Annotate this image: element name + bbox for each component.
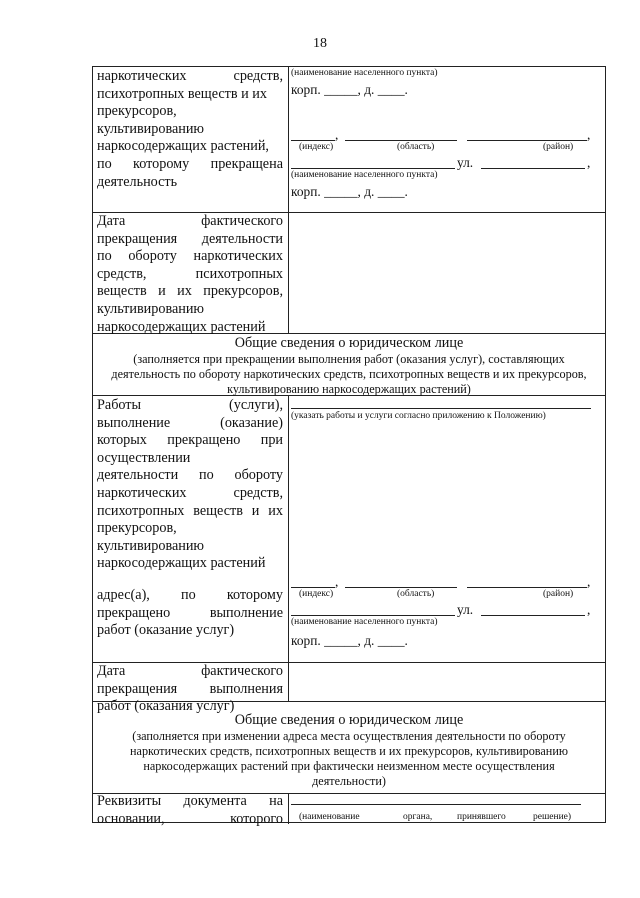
works-ceased-label: Работы (услуги), выполнение (оказание) которых прекращено при осуществлении деятельности по обороту наркотических средств, психотропных веществ и их прекурсоров, культивированию наркосодержащих растений [97, 397, 283, 572]
termination-date-label: Дата фактического прекращения деятельности по обороту наркотических средств, психотропных веществ и их прекурсоров, культивированию наркосодержащих растений [97, 213, 283, 335]
column-divider [288, 67, 289, 333]
district-caption: (район) [543, 589, 574, 599]
column-divider [288, 793, 289, 824]
section-title: Общие сведения о юридическом лице [234, 335, 464, 351]
termination-date-field[interactable] [291, 215, 593, 330]
korp-line: корп. _____, д. ____. [291, 184, 408, 199]
street-label: ул. [457, 602, 474, 617]
settlement-caption: (наименование населенного пункта) [291, 617, 438, 627]
works-termination-date-label: Дата фактического прекращения выполнения работ (оказания услуг) [97, 663, 283, 715]
section-header-1: Общие сведения о юридическом лице (заполняется при прекращении выполнения работ (оказания услуг), составляющих деятельность по обороту наркотических средств, психотропных веществ и их прекурсоров, культивированию наркосодержащих растений) [93, 335, 605, 397]
section-header-2: Общие сведения о юридическом лице (заполняется при изменении адреса места осуществления деятельности по обороту наркотических средств, психотропных веществ и их прекурсоров, культивированию наркосодержащих растений при фактически неизменном месте осуществления деятельности) [93, 712, 605, 789]
works-address-label: адрес(а), по которому прекращено выполнение работ (оказание услуг) [97, 587, 283, 639]
activity-ceased-label: наркотических средств, психотропных веществ и их прекурсоров, культивированию наркосодержащих растений, по которому прекращена деятельность [97, 68, 283, 190]
works-termination-date-field[interactable] [291, 665, 593, 699]
section-title: Общие сведения о юридическом лице [234, 712, 464, 728]
korp-line: корп. _____, д. ____. [291, 633, 408, 648]
address-field-2[interactable]: , , (индекс) (область) (район) ул. , (наименование населенного пункта) корп. _____, д. ____. [291, 575, 593, 649]
settlement-caption: (наименование населенного пункта) [291, 170, 438, 180]
korp-line: корп. _____, д. ____. [291, 82, 408, 97]
region-caption: (область) [397, 142, 435, 152]
column-divider [288, 395, 289, 701]
settlement-caption: (наименование населенного пункта) [291, 68, 438, 78]
district-caption: (район) [543, 142, 574, 152]
works-caption: (указать работы и услуги согласно приложению к Положению) [291, 411, 546, 421]
index-caption: (индекс) [299, 589, 334, 599]
decision-body-caption: (наименование органа, принявшего решение) [299, 812, 572, 822]
address-field-1[interactable]: (наименование населенного пункта) корп. _____, д. ____. , , (индекс) (область) (район) ул. , (наименование населенного пункта) корп. _____, д. ____. [291, 68, 593, 200]
page-number: 18 [313, 36, 327, 51]
form-table [92, 66, 606, 827]
document-details-label: Реквизиты документа на основании, которого [97, 793, 283, 827]
street-label: ул. [457, 155, 474, 170]
document-details-field[interactable] [291, 795, 593, 824]
works-field[interactable] [291, 397, 593, 422]
index-caption: (индекс) [299, 142, 334, 152]
region-caption: (область) [397, 589, 435, 599]
